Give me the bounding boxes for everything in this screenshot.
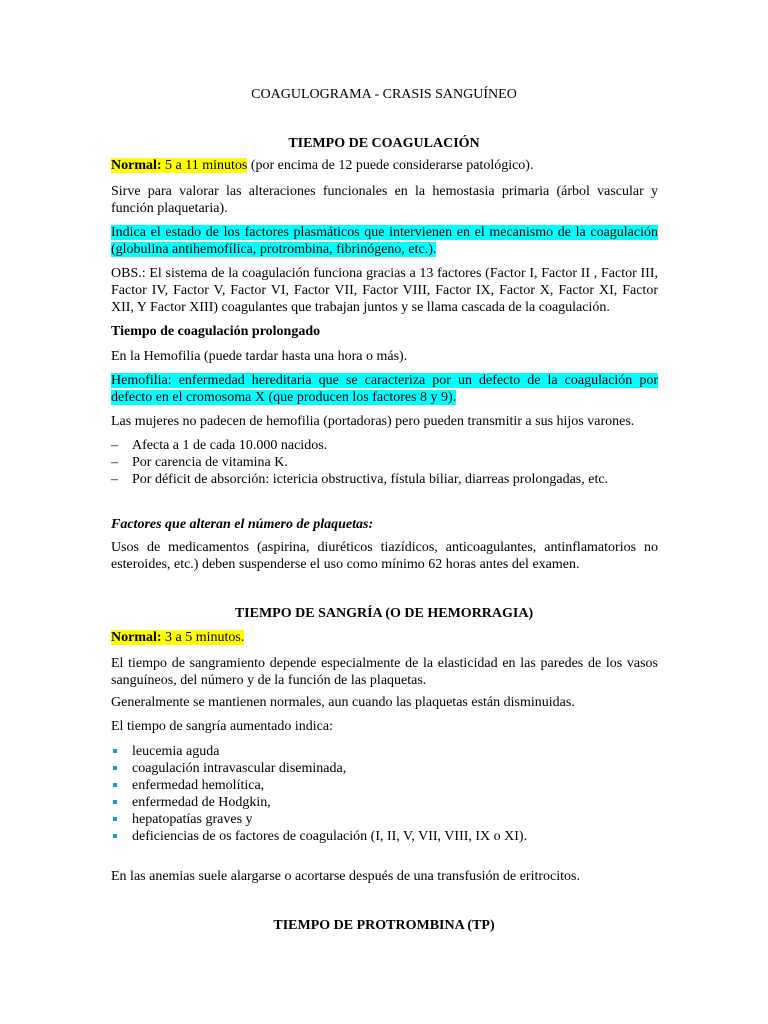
paragraph-mujeres: Las mujeres no padecen de hemofilia (portadoras) pero pueden transmitir a sus hijos varones. xyxy=(111,414,635,429)
normal-label: Normal: xyxy=(111,630,162,645)
paragraph-normales: Generalmente se mantienen normales, aun cuando las plaquetas están disminuidas. xyxy=(111,695,575,710)
paragraph-factores-plasmaticos xyxy=(111,224,658,258)
paragraph-obs-factores: OBS.: El sistema de la coagulación funciona gracias a 13 factores (Factor I, Factor II , Factor III, Factor IV, Factor V, Factor VI, Factor VII, Factor VIII, Factor IX, Factor X, Factor XI, Factor XII, Y Factor XIII) coagulantes que trabajan juntos y se llama cascada de la coagulación. xyxy=(111,266,658,315)
list-item: – Por déficit de absorción: ictericia obstructiva, fístula biliar, diarreas prolongadas, etc. xyxy=(111,471,658,488)
list-item: hepatopatías graves y xyxy=(111,811,658,828)
normal-note: (por encima de 12 puede considerarse patológico). xyxy=(247,158,534,173)
paragraph-sangramiento: El tiempo de sangramiento depende especialmente de la elasticidad en las paredes de los vasos sanguíneos, del número y de la función de las plaquetas. xyxy=(111,656,658,688)
paragraph-medicamentos: Usos de medicamentos (aspirina, diuréticos tiazídicos, anticoagulantes, antinflamatorios no esteroides, etc.) deben suspenderse el uso como mínimo 62 horas antes del examen. xyxy=(111,540,658,572)
paragraph-aumentado: El tiempo de sangría aumentado indica: xyxy=(111,719,333,734)
normal-range-sangria xyxy=(111,629,658,646)
section-heading-sangria: TIEMPO DE SANGRÍA (O DE HEMORRAGIA) xyxy=(234,606,534,621)
subheading-prolongado: Tiempo de coagulación prolongado xyxy=(111,324,321,339)
section-heading-coagulacion: TIEMPO DE COAGULACIÓN xyxy=(288,136,480,151)
normal-range-highlight xyxy=(111,630,244,645)
highlighted-text: Hemofilia: enfermedad hereditaria que se caracteriza por un defecto de la coagulación por defecto en el cromosoma X (que producen los factores 8 y 9). xyxy=(111,373,658,405)
list-item: coagulación intravascular diseminada, xyxy=(111,760,658,777)
list-item: – Por carencia de vitamina K. xyxy=(111,454,658,471)
subheading-plaquetas: Factores que alteran el número de plaquetas: xyxy=(111,517,374,532)
paragraph-hemofilia-def xyxy=(111,372,658,406)
document-title: COAGULOGRAMA - CRASIS SANGUÍNEO xyxy=(251,87,517,102)
list-item: enfermedad hemolítica, xyxy=(111,777,658,794)
section-heading-protrombina: TIEMPO DE PROTROMBINA (TP) xyxy=(273,918,495,933)
list-item: deficiencias de os factores de coagulación (I, II, V, VII, VIII, IX o XI). xyxy=(111,828,658,845)
normal-label: Normal: xyxy=(111,158,162,173)
normal-range-coagulacion xyxy=(111,157,658,174)
list-item: – Afecta a 1 de cada 10.000 nacidos. xyxy=(111,437,658,454)
list-item: enfermedad de Hodgkin, xyxy=(111,794,658,811)
normal-range-highlight xyxy=(111,158,247,173)
paragraph-hemostasia: Sirve para valorar las alteraciones funcionales en la hemostasia primaria (árbol vascular y función plaquetaria). xyxy=(111,184,658,216)
normal-value: 3 a 5 minutos. xyxy=(161,630,245,645)
normal-value: 5 a 11 minutos xyxy=(165,158,248,173)
list-item: leucemia aguda xyxy=(111,743,658,760)
highlighted-text: Indica el estado de los factores plasmáticos que intervienen en el mecanismo de la coagulación (globulina antihemofílica, protrombina, fibrinógeno, etc.). xyxy=(111,225,658,257)
dash-list xyxy=(111,437,658,488)
bullet-list xyxy=(111,743,658,845)
paragraph-anemias: En las anemias suele alargarse o acortarse después de una transfusión de eritrocitos. xyxy=(111,869,580,884)
paragraph-hemofilia-intro: En la Hemofilia (puede tardar hasta una hora o más). xyxy=(111,349,408,364)
